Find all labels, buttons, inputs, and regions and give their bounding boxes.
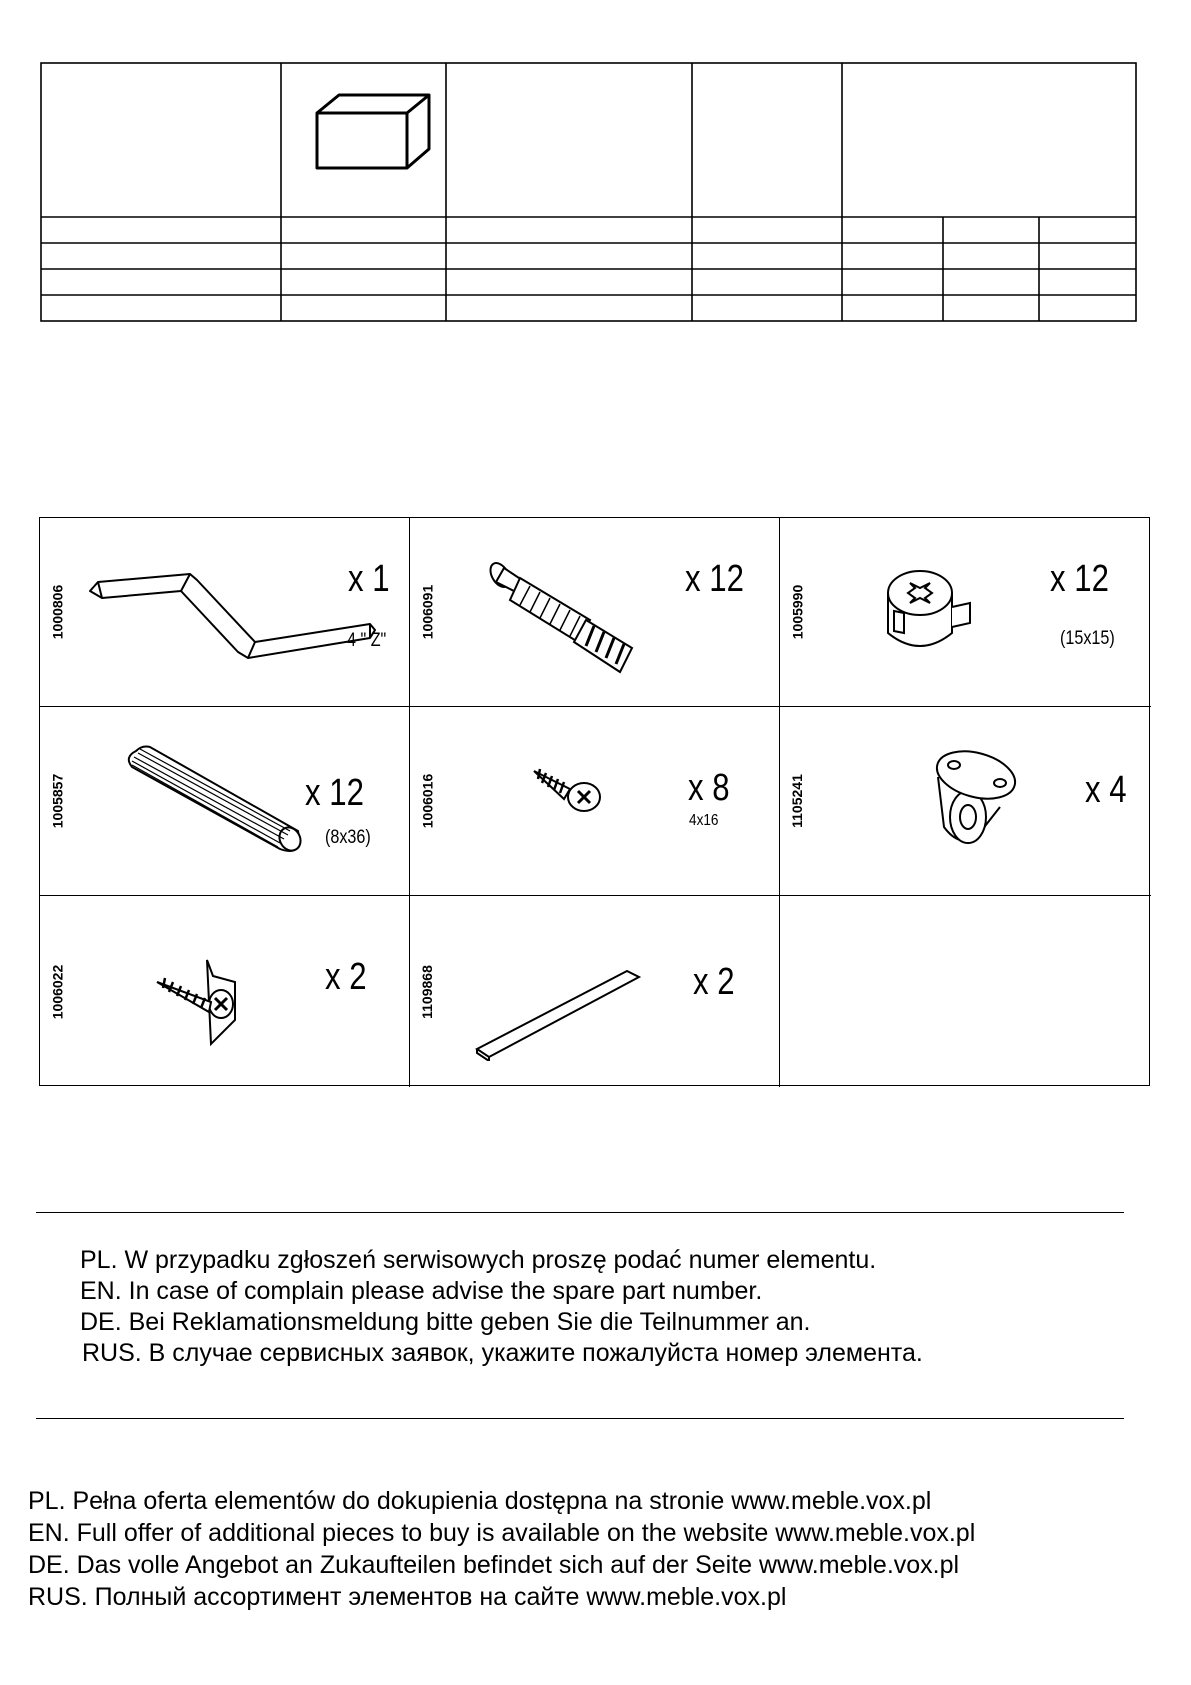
part-code: 1105241 bbox=[789, 774, 806, 828]
offer-note-rus: RUS. Полный ассортимент элементов на сайте www.meble.vox.pl bbox=[28, 1583, 787, 1611]
empty-cell bbox=[780, 896, 1151, 1087]
part-quantity: x 12 bbox=[685, 558, 744, 600]
divider bbox=[36, 1212, 1124, 1213]
part-quantity: x 2 bbox=[693, 961, 735, 1003]
part-size: 4 " Z" bbox=[347, 630, 387, 651]
divider bbox=[36, 1418, 1124, 1419]
part-cell bbox=[780, 518, 1151, 707]
wooden-dowel-icon bbox=[120, 743, 310, 863]
part-cell bbox=[410, 518, 780, 707]
offer-note-pl: PL. Pełna oferta elementów do dokupienia dostępna na stronie www.meble.vox.pl bbox=[28, 1487, 932, 1515]
part-cell bbox=[780, 707, 1151, 896]
part-quantity: x 1 bbox=[348, 558, 390, 600]
connector-bolt-icon bbox=[482, 560, 642, 680]
part-code: 1006016 bbox=[419, 773, 436, 829]
parts-list bbox=[39, 517, 1150, 1086]
part-code: 1005857 bbox=[49, 773, 66, 829]
part-code: 1109868 bbox=[419, 964, 436, 1019]
part-quantity: x 12 bbox=[305, 772, 364, 814]
strip-icon bbox=[475, 961, 655, 1061]
service-note-pl: PL. W przypadku zgłoszeń serwisowych proszę podać numer elementu. bbox=[80, 1246, 877, 1274]
part-size: 4x16 bbox=[689, 812, 719, 829]
package-info-table bbox=[40, 62, 1137, 322]
part-quantity: x 8 bbox=[688, 767, 730, 809]
part-code: 1000806 bbox=[49, 584, 66, 640]
part-code: 1005990 bbox=[789, 584, 806, 640]
cam-lock-icon bbox=[880, 563, 1020, 663]
service-note-en: EN. In case of complain please advise the spare part number. bbox=[80, 1277, 763, 1305]
part-cell bbox=[40, 896, 410, 1087]
part-cell bbox=[410, 896, 780, 1087]
offer-note-en: EN. Full offer of additional pieces to buy is available on the website www.meble.vox.pl bbox=[28, 1519, 976, 1547]
offer-note-de: DE. Das volle Angebot an Zukaufteilen befindet sich auf der Seite www.meble.vox.pl bbox=[28, 1551, 960, 1579]
part-size: (8x36) bbox=[325, 827, 371, 848]
screw-bracket-icon bbox=[155, 958, 255, 1048]
allen-key-icon bbox=[88, 570, 378, 680]
box-icon bbox=[317, 95, 429, 168]
part-quantity: x 4 bbox=[1085, 769, 1127, 811]
service-note-de: DE. Bei Reklamationsmeldung bitte geben Sie die Teilnummer an. bbox=[80, 1308, 811, 1336]
part-size: (15x15) bbox=[1060, 628, 1115, 649]
part-code: 1006091 bbox=[419, 584, 436, 640]
part-quantity: x 2 bbox=[325, 956, 367, 998]
service-note-rus: RUS. В случае сервисных заявок, укажите пожалуйста номер элемента. bbox=[82, 1339, 923, 1367]
part-code: 1006022 bbox=[49, 964, 66, 1019]
package-table-grid bbox=[40, 62, 1137, 322]
part-quantity: x 12 bbox=[1050, 558, 1109, 600]
screw-icon bbox=[530, 759, 610, 819]
part-cell bbox=[40, 707, 410, 896]
castor-wheel-icon bbox=[930, 747, 1030, 857]
part-cell bbox=[410, 707, 780, 896]
part-cell bbox=[40, 518, 410, 707]
